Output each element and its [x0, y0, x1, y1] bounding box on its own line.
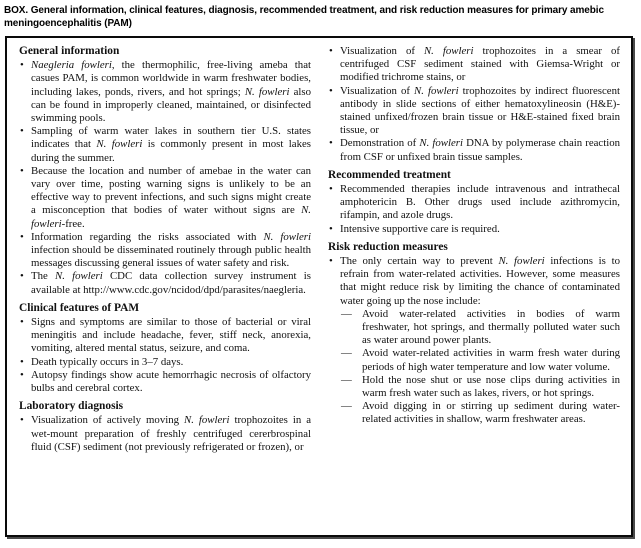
bullet-marker: •	[20, 355, 24, 368]
item-list	[19, 59, 311, 297]
item-list	[19, 414, 311, 454]
bullet-marker: •	[20, 230, 24, 243]
item-text: Avoid water-related activities in bodies of warm freshwater, hot springs, and thermally polluted water such as water around power plants.	[362, 307, 620, 347]
section-heading: Risk reduction measures	[328, 240, 448, 253]
dash-marker: —	[341, 347, 351, 360]
bullet-marker: •	[20, 125, 24, 138]
list-item	[341, 308, 620, 348]
section-heading: Laboratory diagnosis	[19, 400, 124, 413]
item-list	[328, 183, 620, 236]
item-text: The N. fowleri CDC data collection survey instrument is available at http://www.cdc.gov/ncidod/dpd/parasites/naegleria.	[31, 270, 311, 296]
item-text: Death typically occurs in 3–7 days.	[31, 355, 184, 368]
list-item	[19, 59, 311, 125]
box-title: BOX. General information, clinical features, diagnosis, recommended treatment, and risk reduction measures for primary amebic meningoencephalitis (PAM)	[4, 5, 604, 29]
list-item	[19, 231, 311, 271]
item-text: Intensive supportive care is required.	[340, 222, 500, 235]
section	[328, 169, 620, 236]
bullet-marker: •	[20, 270, 24, 283]
section-heading: General information	[19, 45, 120, 57]
item-text: Avoid digging in or stirring up sediment during water-related activities in shallow, warm freshwater areas.	[362, 400, 620, 426]
list-item	[328, 45, 620, 85]
item-text: Sampling of warm water lakes in southern tier U.S. states indicates that N. fowleri is commonly present in most lakes during the summer.	[31, 125, 311, 164]
item-list	[328, 45, 620, 164]
item-text: Naegleria fowleri, the thermophilic, free-living ameba that casues PAM, is common worldwide in warm freshwater bodies, including lakes, ponds, rivers, and hot springs; N. fowleri also can be found in improperly cleaned, maintained, or disinfected swimming pools.	[31, 59, 311, 125]
item-text: Demonstration of N. fowleri DNA by polymerase chain reaction from CSF or unfixed brain tissue samples.	[340, 137, 621, 163]
list-item	[328, 223, 620, 236]
list-item	[19, 414, 311, 454]
list-item	[19, 316, 311, 356]
item-list	[19, 316, 311, 395]
list-item	[19, 165, 311, 231]
list-item	[19, 356, 311, 369]
bullet-marker: •	[20, 414, 24, 427]
section-heading: Recommended treatment	[328, 168, 451, 181]
item-text: Recommended therapies include intravenous and intrathecal amphotericin B. Other drugs used include azithromycin, rifampin, and azole drugs.	[340, 183, 620, 222]
bullet-marker: •	[20, 316, 24, 329]
list-item	[328, 183, 620, 223]
list-item	[19, 270, 311, 296]
list-item	[328, 85, 620, 138]
bullet-marker: •	[329, 222, 333, 235]
bullet-marker: •	[329, 45, 333, 57]
item-text: Information regarding the risks associated with N. fowleri infection should be disseminated routinely through public health messages discussing general issues of water safety and risk.	[31, 230, 311, 270]
section	[19, 45, 311, 297]
bullet-marker: •	[20, 164, 24, 177]
bullet-marker: •	[20, 59, 24, 72]
pam-info-box	[5, 36, 633, 537]
section-heading: Clinical features of PAM	[19, 301, 140, 314]
item-list	[328, 255, 620, 427]
list-item	[341, 347, 620, 373]
dash-marker: —	[341, 400, 351, 413]
item-text: Avoid water-related activities in warm fresh water during periods of high water temperature and low water volume.	[362, 347, 620, 373]
bullet-marker: •	[329, 137, 333, 150]
list-item	[328, 255, 620, 308]
item-text: The only certain way to prevent N. fowleri infections is to refrain from water-related activities. However, some measures that might reduce risk by limiting the chance of contaminated water going up the nose include:	[340, 255, 620, 307]
bullet-marker: •	[329, 183, 333, 196]
right-column	[328, 45, 620, 529]
section	[19, 302, 311, 395]
item-text: Autopsy findings show acute hemorrhagic necrosis of olfactory bulbs and cerebral cortex.	[31, 368, 311, 395]
list-item	[341, 400, 620, 426]
bullet-marker: •	[20, 368, 24, 381]
bullet-marker: •	[329, 255, 333, 268]
item-text: Because the location and number of amebae in the water can vary over time, posting warning signs is unlikely to be an effective way to prevent infections, and such signs might create a misconception that bodies of water without signs are N. fowleri-free.	[31, 164, 311, 230]
item-text: Visualization of N. fowleri trophozoites in a smear of centrifuged CSF sediment stained with Giemsa-Wright or modified trichrome stains, or	[340, 45, 620, 84]
dash-marker: —	[341, 307, 351, 320]
section	[328, 45, 620, 164]
left-column	[19, 45, 311, 529]
bullet-marker: •	[329, 84, 333, 97]
list-item	[19, 125, 311, 165]
list-item	[328, 137, 620, 163]
item-text: Hold the nose shut or use nose clips during activities in warm fresh water such as lakes, rivers, or hot springs.	[362, 373, 620, 400]
list-item	[341, 374, 620, 400]
item-text: Visualization of actively moving N. fowleri trophozoites in a wet-mount preparation of freshly centrifuged cererbrospinal fluid (CSF) sediment (not previously refrigerated or frozen), or	[31, 414, 311, 453]
dash-marker: —	[341, 373, 351, 386]
section	[19, 400, 311, 454]
list-item	[19, 369, 311, 395]
item-text: Signs and symptoms are similar to those of bacterial or viral meningitis and include headache, fever, stiff neck, anorexia, vomiting, altered mental status, seizure, and coma.	[31, 316, 311, 355]
item-text: Visualization of N. fowleri trophozoites by indirect fluorescent antibody in slide sections of either hematoxylineosin (H&E)-stained unfixed/frozen brain tissue or H&E-stained fixed brain tissue, or	[340, 84, 620, 137]
section	[328, 241, 620, 427]
